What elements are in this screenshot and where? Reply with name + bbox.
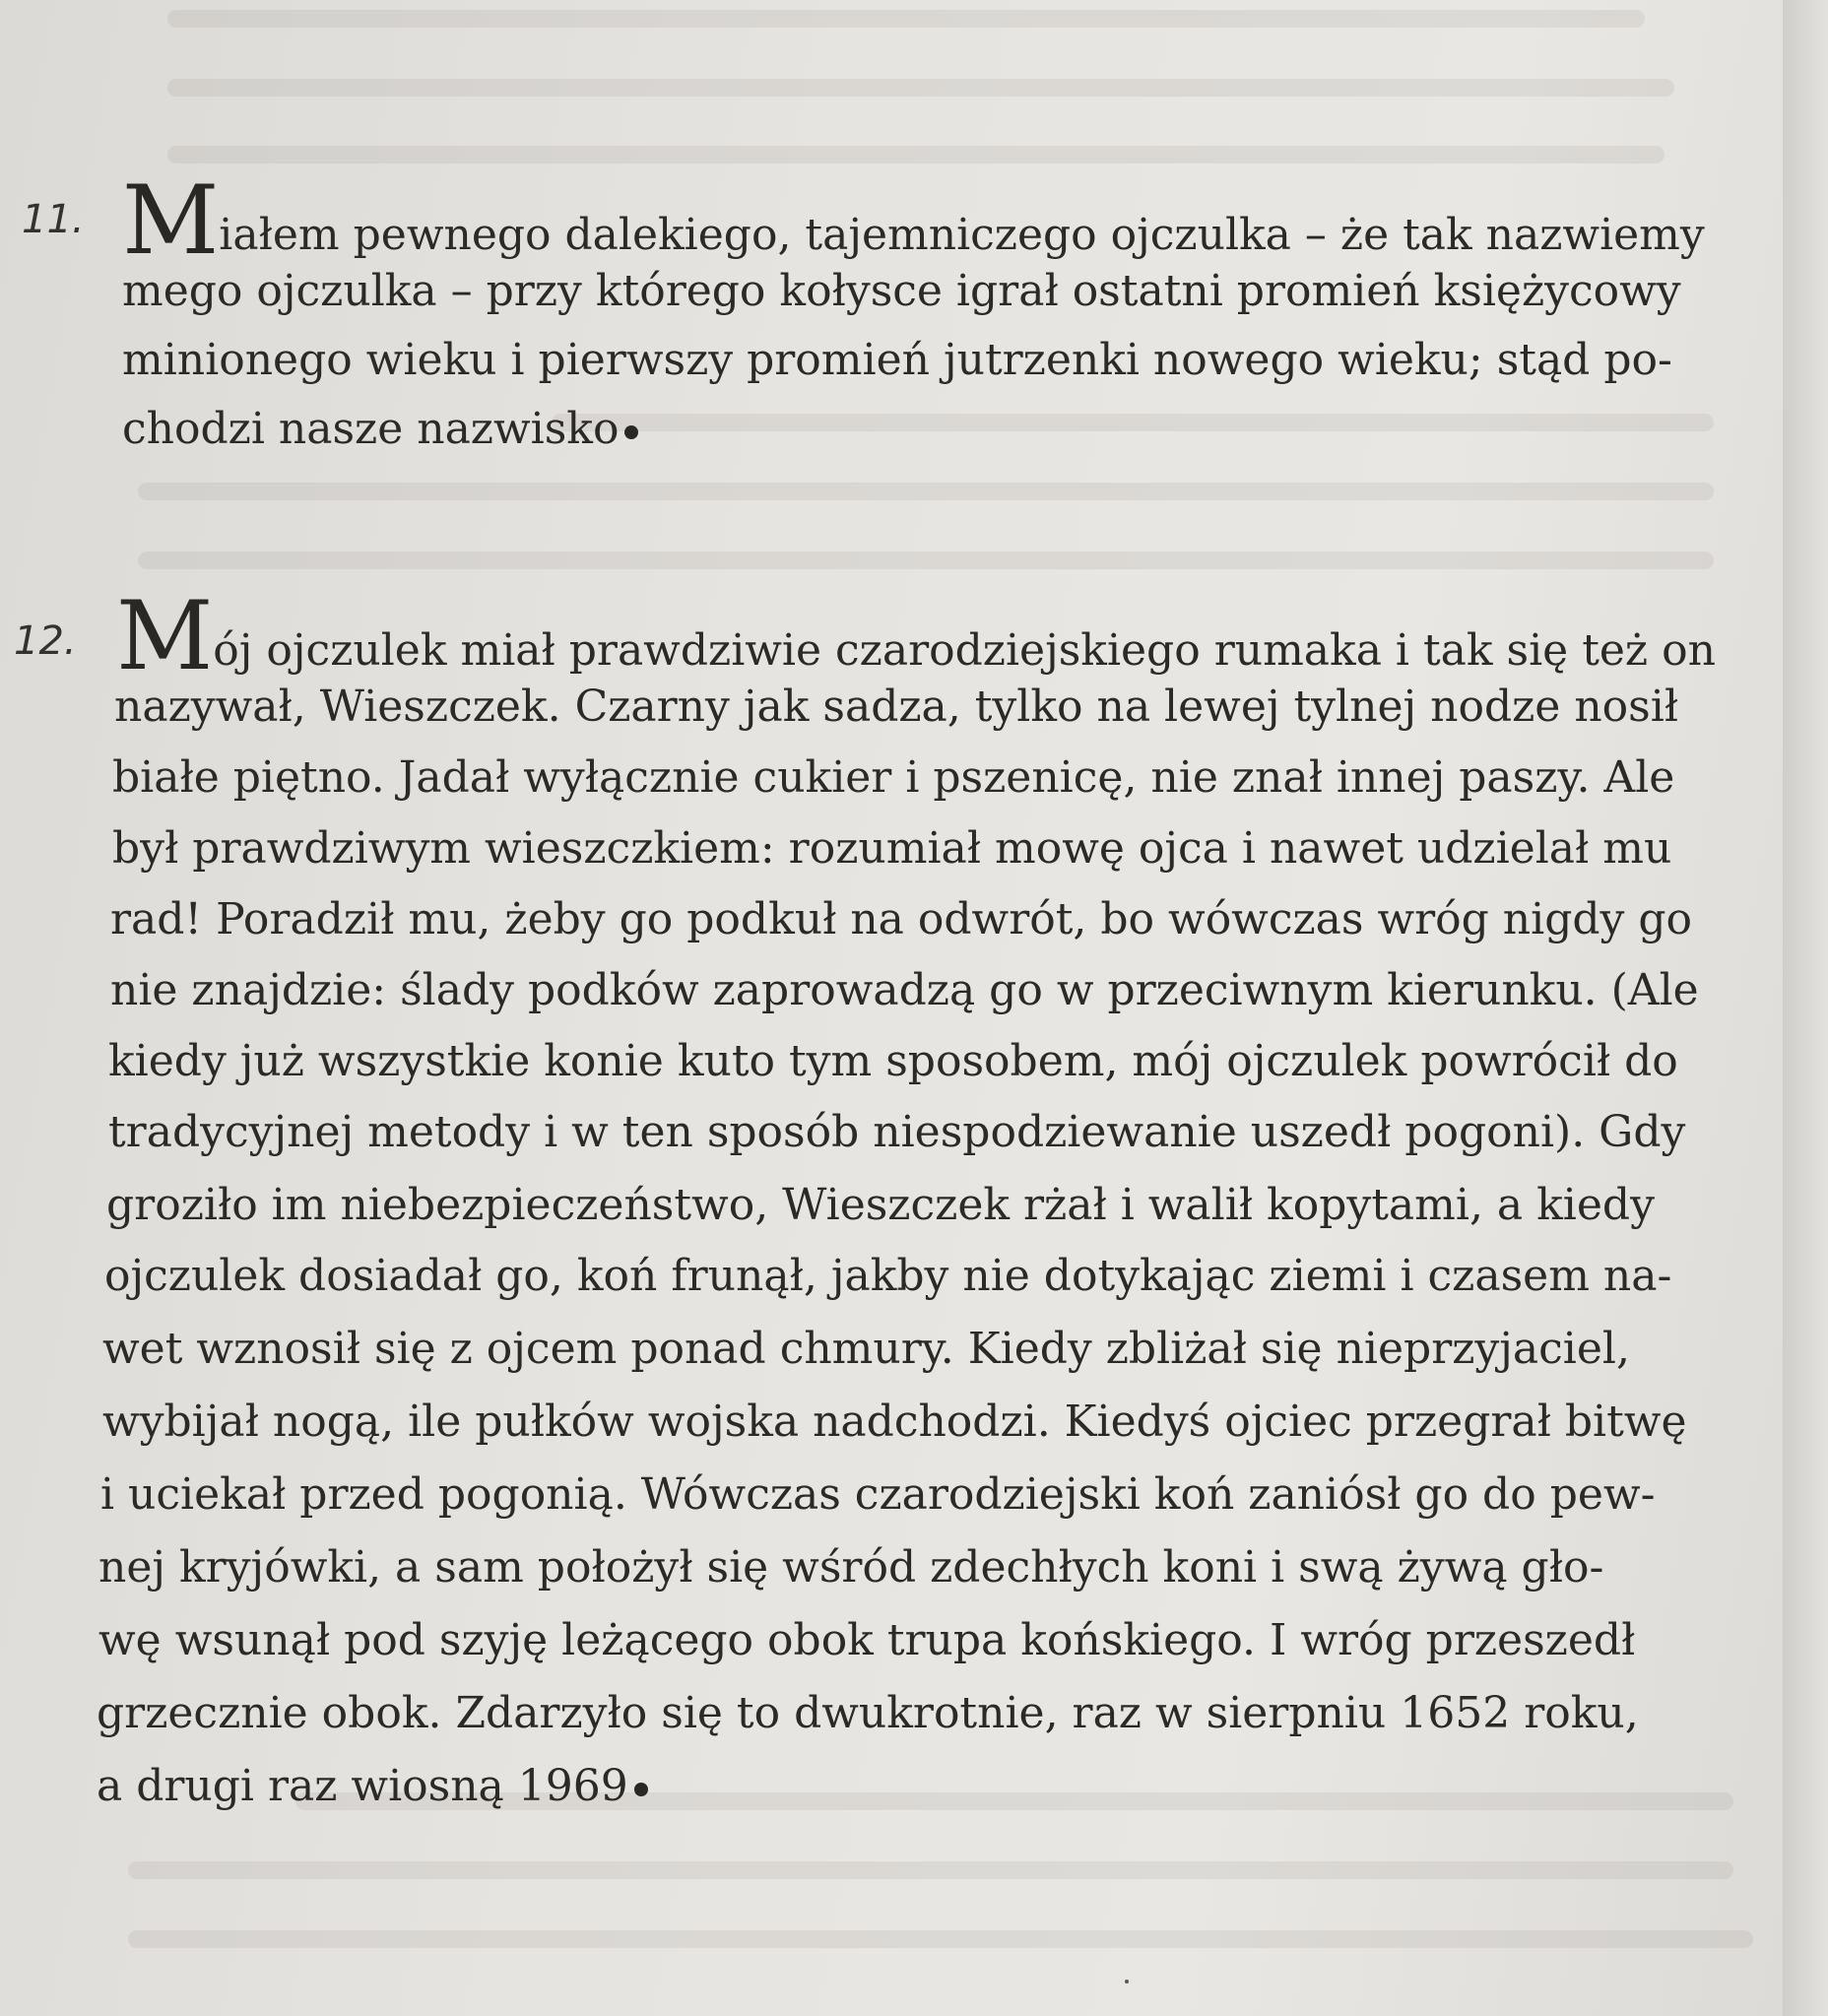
paragraph-line: ojczulek dosiadał go, koń frunął, jakby nie dotykając ziemi i czasem na- [104,1251,1672,1301]
line-text: ój ojczulek miał prawdziwie czarodziejskiego rumaka i tak się też on [213,625,1716,676]
paragraph-line [116,581,1716,691]
paragraph-line [97,1759,648,1814]
paragraph-line: minionego wieku i pierwszy promień jutrzenki nowego wieku; stąd po- [122,335,1672,385]
paragraph-number: 12. [14,618,77,664]
line-text: chodzi nasze nazwisko [122,404,620,454]
paragraph-line: i uciekał przed pogonią. Wówczas czarodziejski koń zaniósł go do pew- [100,1469,1656,1520]
paragraph-line: wet wznosił się z ojcem ponad chmury. Kiedy zbliżał się nieprzyjaciel, [102,1324,1630,1374]
line-text: iałem pewnego dalekiego, tajemniczego ojczulka – że tak nazwiemy [219,210,1705,260]
paragraph-line: białe piętno. Jadał wyłącznie cukier i pszenicę, nie znał innej paszy. Ale [112,752,1675,803]
page-mark-dot [1125,1980,1129,1983]
drop-cap: M [122,165,220,276]
end-mark-icon [624,425,638,439]
paragraph-line: kiedy już wszystkie konie kuto tym sposobem, mój ojczulek powrócił do [108,1036,1678,1086]
end-mark-icon [634,1783,648,1796]
paragraph-line: był prawdziwym wieszczkiem: rozumiał mowę ojca i nawet udzielał mu [112,823,1672,874]
paragraph-line: wę wsunął pod szyję leżącego obok trupa końskiego. I wróg przeszedł [98,1615,1636,1665]
paragraph-line: rad! Poradził mu, żeby go podkuł na odwrót, bo wówczas wróg nigdy go [110,894,1693,944]
paragraph-line [122,402,638,457]
paragraph-line: mego ojczulka – przy którego kołysce igrał ostatni promień księżycowy [122,266,1681,316]
page-edge [1783,0,1828,2016]
paragraph-line: groziło im niebezpieczeństwo, Wieszczek rżał i walił kopytami, a kiedy [106,1180,1655,1230]
paragraph-line: tradycyjnej metody i w ten sposób niespodziewanie uszedł pogoni). Gdy [108,1107,1686,1157]
paragraph-line: grzecznie obok. Zdarzyło się to dwukrotnie, raz w sierpniu 1652 roku, [97,1688,1639,1738]
drop-cap: M [116,581,214,691]
paragraph-line: nazywał, Wieszczek. Czarny jak sadza, tylko na lewej tylnej nodze nosił [114,682,1679,732]
paragraph-number: 11. [22,197,85,242]
paragraph-line: nej kryjówki, a sam położył się wśród zdechłych koni i swą żywą gło- [98,1542,1604,1593]
paragraph-line: nie znajdzie: ślady podków zaprowadzą go w przeciwnym kierunku. (Ale [110,965,1699,1015]
paragraph-line [122,165,1705,276]
paragraph-line: wybijał nogą, ile pułków wojska nadchodzi. Kiedyś ojciec przegrał bitwę [102,1397,1687,1447]
line-text: a drugi raz wiosną 1969 [97,1761,628,1811]
